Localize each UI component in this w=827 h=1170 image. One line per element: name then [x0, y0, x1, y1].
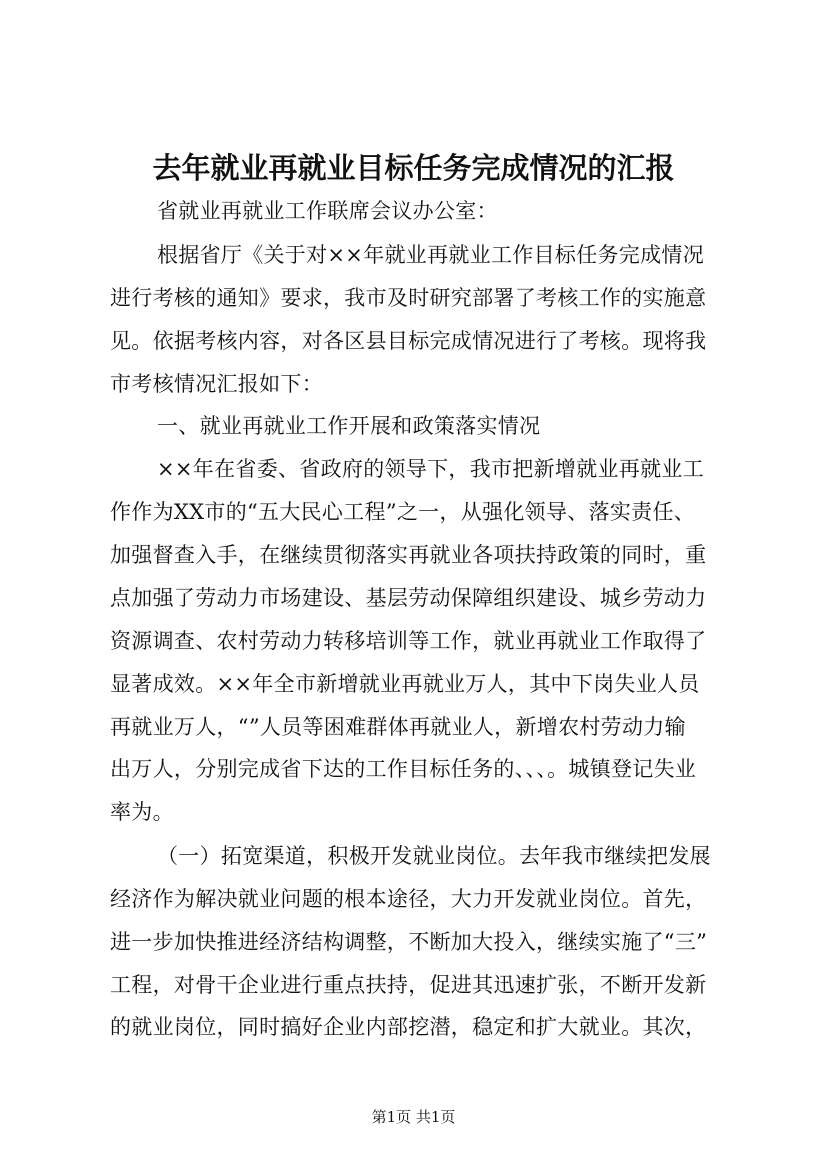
- paragraph-line: ××年在省委、省政府的领导下，我市把新增就业再就业工: [157, 457, 704, 481]
- page-footer: 第1页 共1页: [371, 1108, 456, 1126]
- paragraph-line: 显著成效。××年全市新增就业再就业万人，其中下岗失业人员: [110, 672, 700, 696]
- paragraph-line: 点加强了劳动力市场建设、基层劳动保障组织建设、城乡劳动力: [110, 586, 707, 610]
- paragraph-line: 经济作为解决就业问题的根本途径，大力开发就业岗位。首先，: [110, 887, 707, 911]
- paragraph-line: 出万人，分别完成省下达的工作目标任务的、、、。城镇登记失业: [110, 757, 697, 781]
- paragraph-line: 进一步加快推进经济结构调整，不断加大投入，继续实施了“三”: [110, 930, 708, 954]
- paragraph-line: 根据省厅《关于对××年就业再就业工作目标任务完成情况: [157, 243, 704, 267]
- paragraph-line: 率为。: [110, 800, 174, 824]
- paragraph-line: 工程，对骨干企业进行重点扶持，促进其迅速扩张，不断开发新: [110, 973, 707, 997]
- paragraph-line: 加强督查入手，在继续贯彻落实再就业各项扶持政策的同时，重: [110, 543, 707, 567]
- document-title: 去年就业再就业目标任务完成情况的汇报: [152, 151, 675, 185]
- paragraph-line: 进行考核的通知》要求，我市及时研究部署了考核工作的实施意: [110, 286, 707, 310]
- addressee-line: 省就业再就业工作联席会议办公室：: [157, 199, 498, 223]
- paragraph-line: （一）拓宽渠道，积极开发就业岗位。去年我市继续把发展: [157, 844, 711, 868]
- paragraph-line: 市考核情况汇报如下：: [110, 372, 323, 396]
- paragraph-line: 资源调查、农村劳动力转移培训等工作，就业再就业工作取得了: [110, 629, 707, 653]
- paragraph-line: 的就业岗位，同时搞好企业内部挖潜，稳定和扩大就业。其次，: [110, 1015, 707, 1039]
- paragraph-line: 再就业万人，“”人员等困难群体再就业人，新增农村劳动力输: [110, 715, 686, 739]
- paragraph-line: 作作为XX市的“五大民心工程”之一，从强化领导、落实责任、: [110, 500, 696, 524]
- section-heading: 一、就业再就业工作开展和政策落实情况: [157, 414, 541, 438]
- paragraph-line: 见。依据考核内容，对各区县目标完成情况进行了考核。现将我: [110, 329, 707, 353]
